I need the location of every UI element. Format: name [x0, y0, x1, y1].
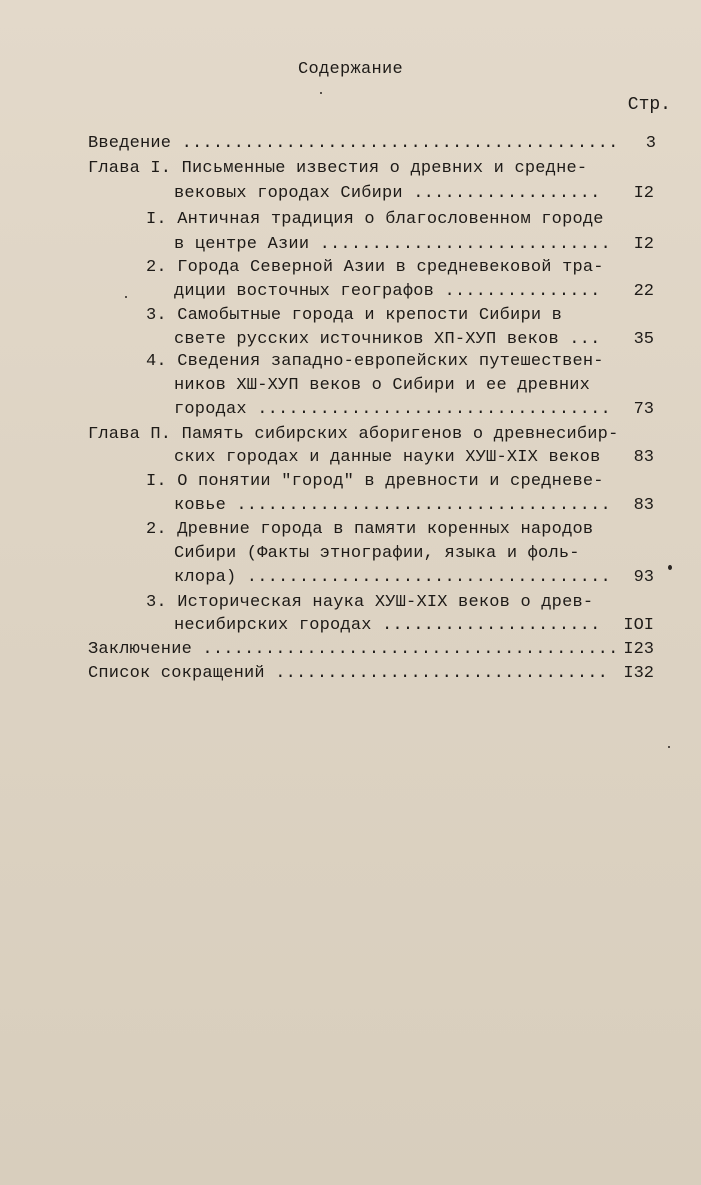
ink-speck — [320, 92, 322, 94]
toc-page-number: 35 — [633, 330, 654, 349]
toc-chapter-1-cont: вековых городах Сибири .................. — [174, 184, 601, 203]
page-column-header: Стр. — [627, 95, 671, 115]
toc-chapter-2-cont: ских городах и данные науки ХУШ-XIX веков — [174, 448, 601, 467]
toc-section-1-4-cont: городах .................................. — [174, 400, 611, 419]
toc-chapter-1: Глава I. Письменные известия о древних и средне- — [88, 159, 588, 178]
toc-abbreviations: Список сокращений ................................ — [88, 664, 609, 683]
toc-conclusion: Заключение ........................................ — [88, 640, 619, 659]
toc-section-2-2-cont: Сибири (Факты этнографии, языка и фоль- — [174, 544, 580, 563]
toc-chapter-2: Глава П. Память сибирских аборигенов о древнесибир- — [88, 425, 619, 444]
toc-page-number: I23 — [623, 640, 654, 659]
toc-introduction: Введение .......................................... — [88, 134, 619, 153]
toc-page-number: 83 — [633, 448, 654, 467]
toc-page-number: I2 — [633, 184, 654, 203]
ink-speck — [668, 565, 672, 570]
toc-page-number: 73 — [633, 400, 654, 419]
toc-section-1-4-cont: ников ХШ-ХУП веков о Сибири и ее древних — [174, 376, 591, 395]
toc-page-number: 83 — [633, 496, 654, 515]
toc-page-number: 93 — [633, 568, 654, 587]
toc-section-2-2-cont: клора) ................................... — [174, 568, 611, 587]
toc-page-number: 22 — [633, 282, 654, 301]
toc-section-2-1-cont: ковье .................................... — [174, 496, 611, 515]
toc-page-number: IOI — [623, 616, 654, 635]
toc-section-1-3-cont: свете русских источников ХП-ХУП веков ... — [174, 330, 601, 349]
toc-section-1-2-cont: диции восточных географов ............... — [174, 282, 601, 301]
toc-section-1-2: 2. Города Северной Азии в средневековой тра- — [146, 258, 604, 277]
page-title: Содержание — [297, 60, 404, 79]
toc-section-2-2: 2. Древние города в памяти коренных народов — [146, 520, 594, 539]
ink-speck — [668, 746, 670, 748]
toc-section-2-3-cont: несибирских городах ..................... — [174, 616, 601, 635]
toc-section-1-4: 4. Сведения западно-европейских путешествен- — [146, 352, 604, 371]
toc-page-number: 3 — [645, 134, 656, 153]
toc-page-number: I2 — [633, 235, 654, 254]
toc-section-2-3: 3. Историческая наука ХУШ-XIX веков о древ- — [146, 593, 594, 612]
toc-section-2-1: I. О понятии "город" в древности и средневе- — [146, 472, 604, 491]
ink-speck — [125, 296, 127, 298]
toc-section-1-1-cont: в центре Азии ............................ — [174, 235, 611, 254]
toc-section-1-1: I. Античная традиция о благословенном городе — [146, 210, 604, 229]
toc-page-number: I32 — [623, 664, 654, 683]
toc-section-1-3: 3. Самобытные города и крепости Сибири в — [146, 306, 563, 325]
